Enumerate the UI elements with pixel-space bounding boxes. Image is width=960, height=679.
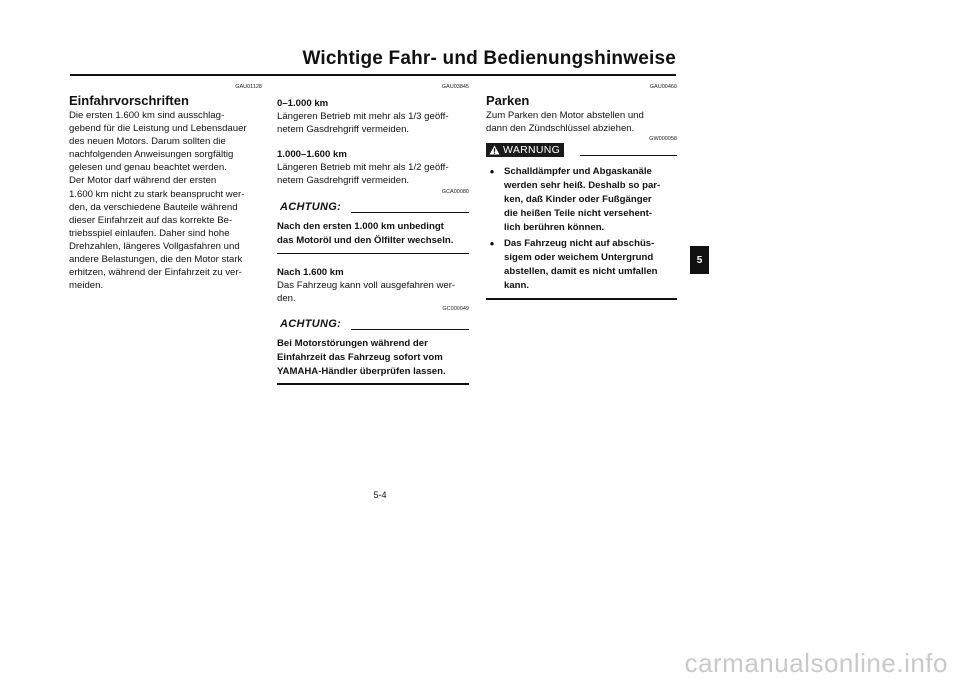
notice-text: Nach den ersten 1.000 km unbedingt das Motoröl und den Ölfilter wechseln.	[277, 220, 454, 246]
section-break-in-stages	[277, 84, 469, 385]
section-body: Zum Parken den Motor abstellen und dann den Zündschlüssel abziehen.	[486, 110, 644, 135]
list-item	[486, 237, 677, 293]
warning-code: GW000058	[649, 136, 677, 143]
section-body: Die ersten 1.600 km sind ausschlag- gebend für die Leistung und Lebensdauer des neuen Motors. Darum sollten die nachfolgenden Anweisungen sorgfältig gelesen und genau beachtet werden. Der Motor darf während der ersten 1.600 km nicht zu stark beansprucht wer- den, da verschiedene Bauteile während dieser Einfahrzeit auf das korrekte Be- triebsspiel einlaufen. Daher sind hohe Drehzahlen, längeres Vollgasfahren und andere Belastungen, die den Motor stark erhitzen, während der Einfahrzeit zu ver- meiden.	[69, 110, 247, 292]
warning-end-rule	[486, 298, 677, 300]
warning-list	[486, 165, 677, 293]
title-rule	[70, 74, 676, 76]
stage-1-text: Längeren Betrieb mit mehr als 1/3 geöff- netem Gasdrehgriff vermeiden.	[277, 111, 449, 136]
warning-line	[580, 155, 677, 156]
watermark: carmanualsonline.info	[684, 648, 948, 678]
notice-label: ACHTUNG:	[280, 200, 342, 213]
page-title: Wichtige Fahr- und Bedienungshinweise	[302, 48, 676, 69]
stage-2-heading: 1.000–1.600 km	[277, 149, 347, 161]
notice-header	[277, 315, 469, 331]
chapter-tab: 5	[690, 246, 709, 274]
warning-badge	[486, 143, 564, 157]
notice-code: GC000049	[442, 306, 469, 313]
section-parking	[486, 84, 677, 300]
warning-header	[486, 143, 677, 157]
page-number: 5-4	[373, 490, 387, 500]
list-item-text: Das Fahrzeug nicht auf abschüs- sigem oder weichem Untergrund abstellen, damit es nicht umfallen kann.	[504, 238, 658, 292]
notice-end-rule	[277, 253, 469, 255]
notice-line	[351, 212, 469, 213]
notice-label: ACHTUNG:	[280, 318, 342, 331]
warning-label: WARNUNG	[503, 144, 561, 157]
stage-2-text: Längeren Betrieb mit mehr als 1/2 geöff- netem Gasdrehgriff vermeiden.	[277, 162, 449, 187]
notice-end-rule	[277, 383, 469, 385]
section-code: GAU01128	[235, 84, 262, 90]
notice-line	[351, 329, 469, 330]
section-break-in	[69, 84, 262, 292]
bullet-icon: ●	[489, 239, 495, 249]
warning-triangle-icon	[489, 145, 500, 155]
list-item-text: Schalldämpfer und Abgaskanäle werden sehr heiß. Deshalb so par- ken, daß Kinder oder Fußgänger die heißen Teile nicht versehent- lich berühren können.	[504, 166, 661, 234]
notice-code: GCA00080	[441, 188, 469, 195]
bullet-icon: ●	[489, 167, 495, 177]
section-heading: Parken	[486, 93, 530, 108]
notice-header	[277, 198, 469, 214]
list-item	[486, 165, 677, 235]
section-code: GAU00460	[649, 84, 677, 90]
section-heading: Einfahrvorschriften	[69, 93, 189, 108]
stage-1-heading: 0–1.000 km	[277, 98, 329, 109]
stage-3-heading: Nach 1.600 km	[277, 267, 344, 279]
stage-3-text: Das Fahrzeug kann voll ausgefahren wer- den.	[277, 280, 456, 305]
notice-text: Bei Motorstörungen während der Einfahrzeit das Fahrzeug sofort vom YAMAHA-Händler überprüfen lassen.	[277, 338, 446, 378]
section-code: GAU03845	[441, 84, 469, 90]
